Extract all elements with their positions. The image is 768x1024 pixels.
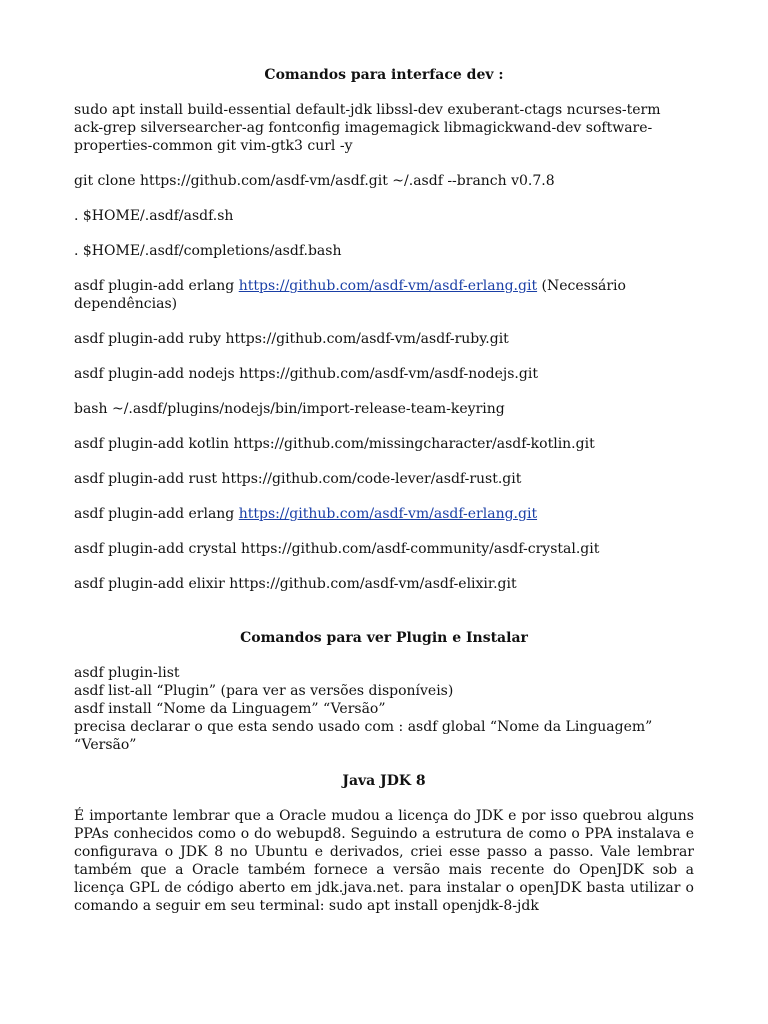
document-page [74,66,694,915]
list-all-command: asdf list-all “Plugin” (para ver as versões disponíveis) [74,683,454,699]
nodejs-plugin-line: asdf plugin-add nodejs https://github.com/asdf-vm/asdf-nodejs.git [74,366,538,382]
plugin-list-command: asdf plugin-list [74,665,180,681]
install-command: sudo apt install build-essential default-jdk libssl-dev exuberant-ctags ncurses-term ack-grep silversearcher-ag fontconfig imagemagick libmagickwand-dev software-properties-common git vim-gtk3 curl -y [74,102,661,154]
source-asdf-sh: . $HOME/.asdf/asdf.sh [74,208,234,224]
source-asdf-bash: . $HOME/.asdf/completions/asdf.bash [74,243,342,259]
section-heading-plugins: Comandos para ver Plugin e Instalar [240,630,528,646]
install-language-command: asdf install “Nome da Linguagem” “Versão” [74,701,386,717]
crystal-plugin-line: asdf plugin-add crystal https://github.com/asdf-community/asdf-crystal.git [74,541,600,557]
erlang-plugin-line [74,277,694,313]
erlang-command-text-2: asdf plugin-add erlang [74,506,239,522]
erlang-repo-link[interactable]: https://github.com/asdf-vm/asdf-erlang.git [238,278,538,294]
section-heading-dev: Comandos para interface dev : [264,67,504,83]
keyring-command: bash ~/.asdf/plugins/nodejs/bin/import-release-team-keyring [74,401,505,417]
global-declare-note: precisa declarar o que esta sendo usado com : asdf global “Nome da Linguagem” “Versão” [74,719,653,753]
kotlin-plugin-line: asdf plugin-add kotlin https://github.com/missingcharacter/asdf-kotlin.git [74,436,595,452]
erlang-repo-link-2[interactable]: https://github.com/asdf-vm/asdf-erlang.git [238,506,538,522]
java-jdk-paragraph: É importante lembrar que a Oracle mudou a licença do JDK e por isso quebrou alguns PPAs conhecidos como o do webupd8. Seguindo a estrutura de como o PPA instalava e configurava o JDK 8 no Ubuntu e derivados, criei esse passo a passo. Vale lembrar também que a Oracle também fornece a versão mais recente do OpenJDK sob a licença GPL de código aberto em jdk.java.net. para instalar o openJDK basta utilizar o comando a seguir em seu terminal: sudo apt install openjdk-8-jdk [74,808,694,914]
erlang-command-text: asdf plugin-add erlang [74,278,239,294]
rust-plugin-line: asdf plugin-add rust https://github.com/code-lever/asdf-rust.git [74,471,522,487]
clone-command: git clone https://github.com/asdf-vm/asdf.git ~/.asdf --branch v0.7.8 [74,173,555,189]
ruby-plugin-line: asdf plugin-add ruby https://github.com/asdf-vm/asdf-ruby.git [74,331,509,347]
section-heading-java: Java JDK 8 [342,773,426,789]
elixir-plugin-line: asdf plugin-add elixir https://github.com/asdf-vm/asdf-elixir.git [74,576,517,592]
erlang-note: (Necessário dependências) [74,278,626,312]
erlang-plugin-line-2 [74,505,694,523]
